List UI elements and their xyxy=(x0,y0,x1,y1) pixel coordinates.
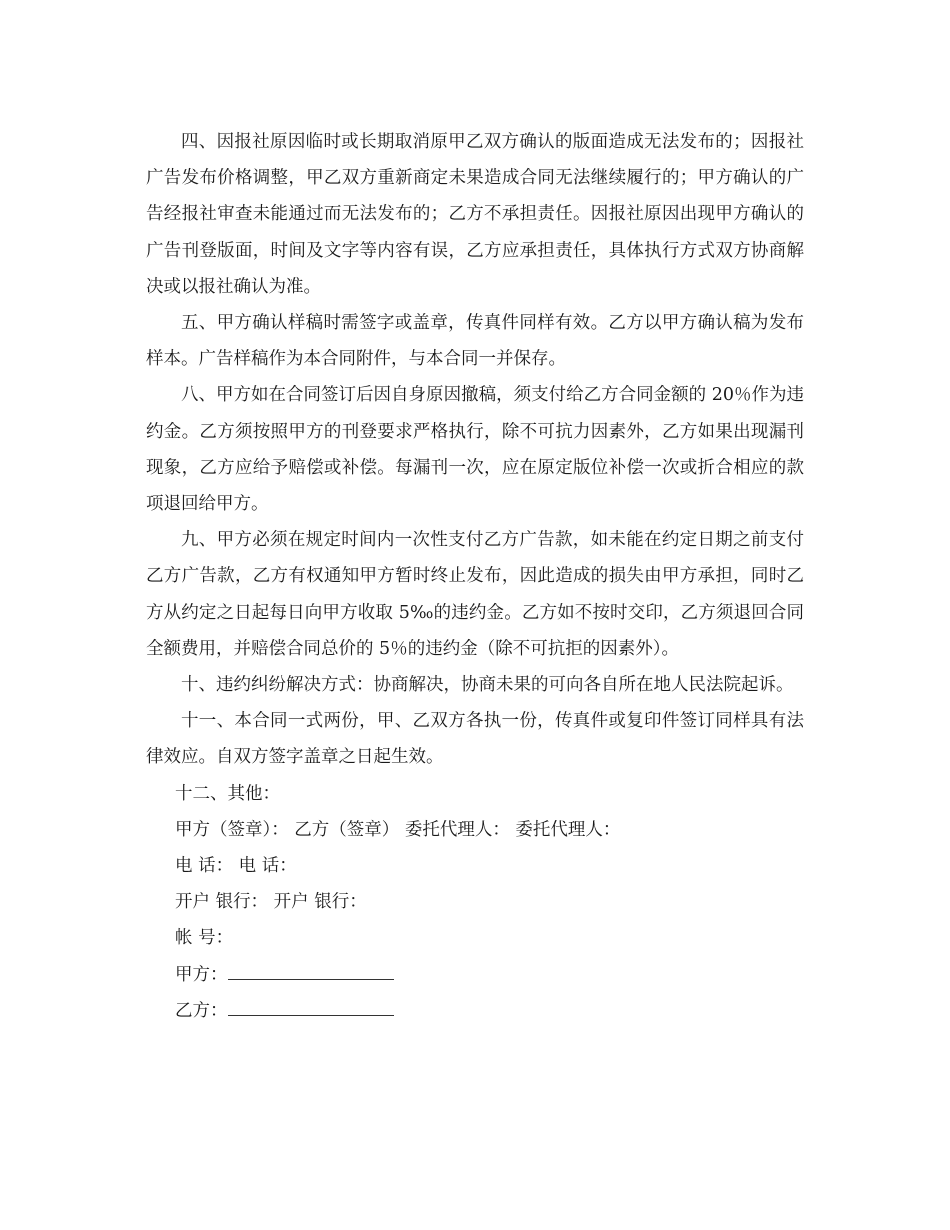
party-b-signature-blank xyxy=(228,993,394,1016)
other-heading: 十二、其他： xyxy=(175,783,280,804)
clause-5-paragraph: 五、甲方确认样稿时需签字或盖章，传真件同样有效。乙方以甲方确认稿为发布样本。广告样稿作为本合同附件，与本合同一并保存。 xyxy=(146,313,804,370)
clause-11-paragraph: 十一、本合同一式两份，甲、乙双方各执一份，传真件或复印件签订同样具有法律效应。自双方签字盖章之日起生效。 xyxy=(146,711,804,768)
clause-10-paragraph: 十、违约纠纷解决方式：协商解决，协商未果的可向各自所在地人民法院起诉。 xyxy=(181,675,794,696)
signature-parties-line: 甲方（签章）： 乙方（签章） 委托代理人： 委托代理人： xyxy=(175,819,621,840)
party-a-signature-blank xyxy=(228,957,394,980)
phone-line: 电 话： 电 话： xyxy=(175,856,297,877)
clause-9-paragraph: 九、甲方必须在规定时间内一次性支付乙方广告款，如未能在约定日期之前支付乙方广告款，乙方有权通知甲方暂时终止发布，因此造成的损失由甲方承担，同时乙方从约定之日起每日向甲方收取 5‰的违约金。乙方如不按时交印，乙方须退回合同全额费用，并赔偿合同总价的 5％的违约金（除不可抗拒的因素外）。 xyxy=(146,530,804,659)
party-a-signature-row xyxy=(146,957,804,993)
clause-8-paragraph: 八、甲方如在合同签订后因自身原因撤稿，须支付给乙方合同金额的 20％作为违约金。乙方须按照甲方的刊登要求严格执行，除不可抗力因素外，乙方如果出现漏刊现象，乙方应给予赔偿或补偿。每漏刊一次，应在原定版位补偿一次或折合相应的款项退回给甲方。 xyxy=(146,385,804,515)
party-a-label: 甲方： xyxy=(175,964,228,985)
clause-4-paragraph: 四、因报社原因临时或长期取消原甲乙双方确认的版面造成无法发布的；因报社广告发布价格调整，甲乙双方重新商定未果造成合同无法继续履行的；甲方确认的广告经报社审查未能通过而无法发布的；乙方不承担责任。因报社原因出现甲方确认的广告刊登版面，时间及文字等内容有误，乙方应承担责任，具体执行方式双方协商解决或以报社确认为准。 xyxy=(146,132,804,297)
party-b-label: 乙方： xyxy=(175,1000,228,1021)
account-line: 帐 号： xyxy=(175,928,234,949)
party-b-signature-row xyxy=(146,993,804,1029)
contract-page xyxy=(146,124,804,1029)
bank-line: 开户 银行： 开户 银行： xyxy=(175,892,367,913)
